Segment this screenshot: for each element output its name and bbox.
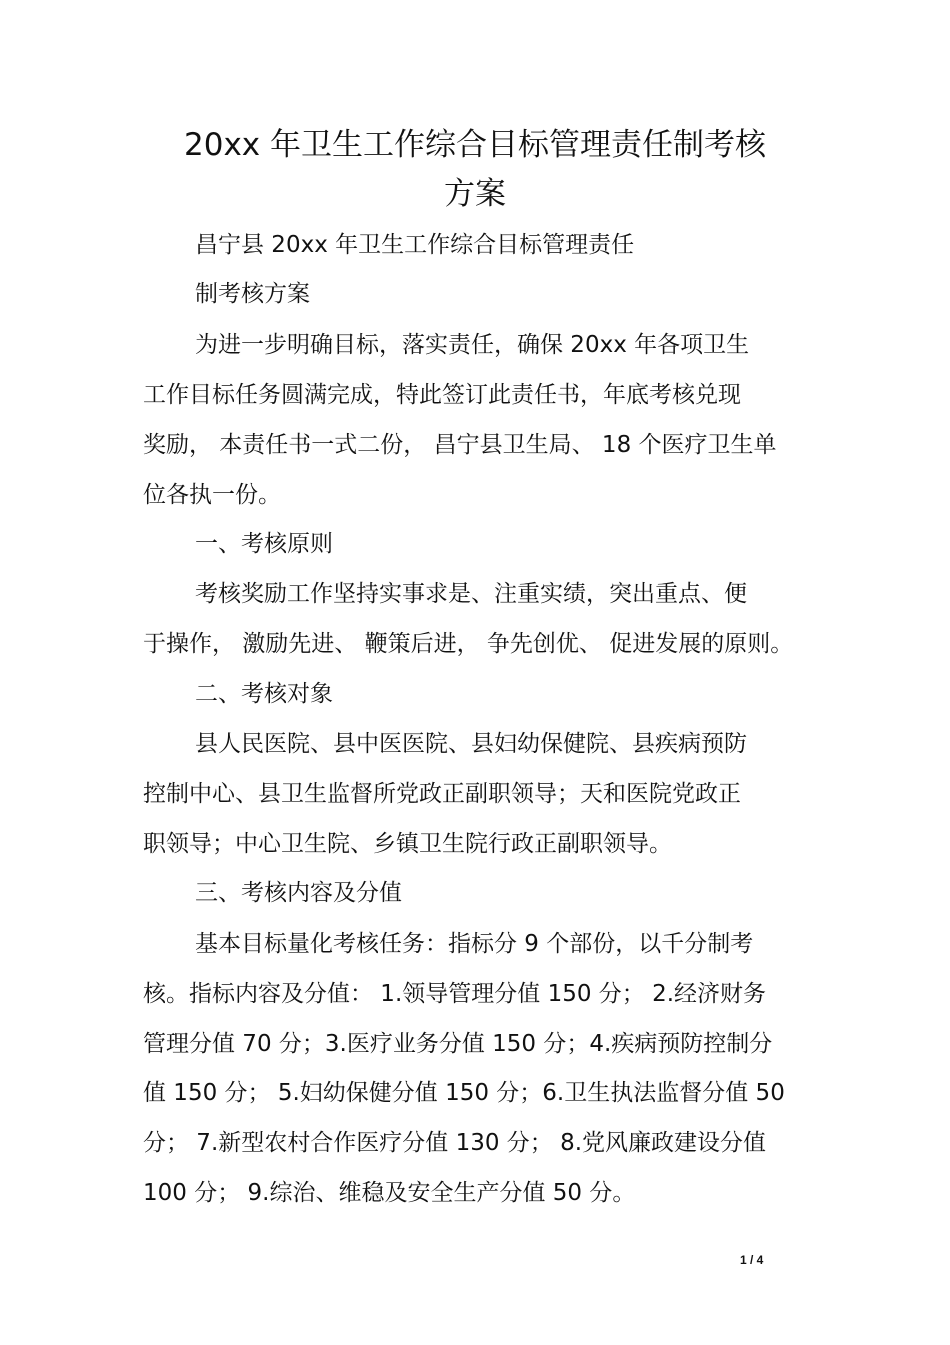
section-heading: 二、考核对象 [195,681,333,707]
paragraph-line: 为进一步明确目标，落实责任，确保 20xx 年各项卫生 [195,332,750,358]
document-title-line-1: 20xx 年卫生工作综合目标管理责任制考核 [184,127,766,163]
paragraph-line: 分； 7.新型农村合作医疗分值 130 分； 8.党风廉政建设分值 [143,1130,767,1156]
paragraph-line: 考核奖励工作坚持实事求是、注重实绩，突出重点、便 [195,581,747,607]
paragraph-line: 工作目标任务圆满完成，特此签订此责任书，年底考核兑现 [143,382,741,408]
document-title-line-2: 方案 [444,176,506,212]
paragraph-line: 奖励， 本责任书一式二份， 昌宁县卫生局、 18 个医疗卫生单 [143,432,777,458]
paragraph-line: 100 分； 9.综治、维稳及安全生产分值 50 分。 [143,1180,636,1206]
subtitle-line-2: 制考核方案 [195,281,310,307]
subtitle-line-1: 昌宁县 20xx 年卫生工作综合目标管理责任 [195,232,635,258]
paragraph-line: 基本目标量化考核任务：指标分 9 个部份，以千分制考 [195,931,754,957]
section-heading: 一、考核原则 [195,531,333,557]
paragraph-line: 县人民医院、县中医医院、县妇幼保健院、县疾病预防 [195,731,747,757]
paragraph-line: 于操作， 激励先进、 鞭策后进， 争先创优、 促进发展的原则。 [143,631,794,657]
page-number: 1 / 4 [740,1253,764,1267]
paragraph-line: 职领导；中心卫生院、乡镇卫生院行政正副职领导。 [143,831,672,857]
paragraph-line: 控制中心、县卫生监督所党政正副职领导；天和医院党政正 [143,781,741,807]
paragraph-line: 管理分值 70 分；3.医疗业务分值 150 分；4.疾病预防控制分 [143,1031,773,1057]
paragraph-line: 核。指标内容及分值： 1.领导管理分值 150 分； 2.经济财务 [143,981,767,1007]
section-heading: 三、考核内容及分值 [195,880,402,906]
paragraph-line: 位各执一份。 [143,482,281,508]
paragraph-line: 值 150 分； 5.妇幼保健分值 150 分；6.卫生执法监督分值 50 [143,1080,785,1106]
